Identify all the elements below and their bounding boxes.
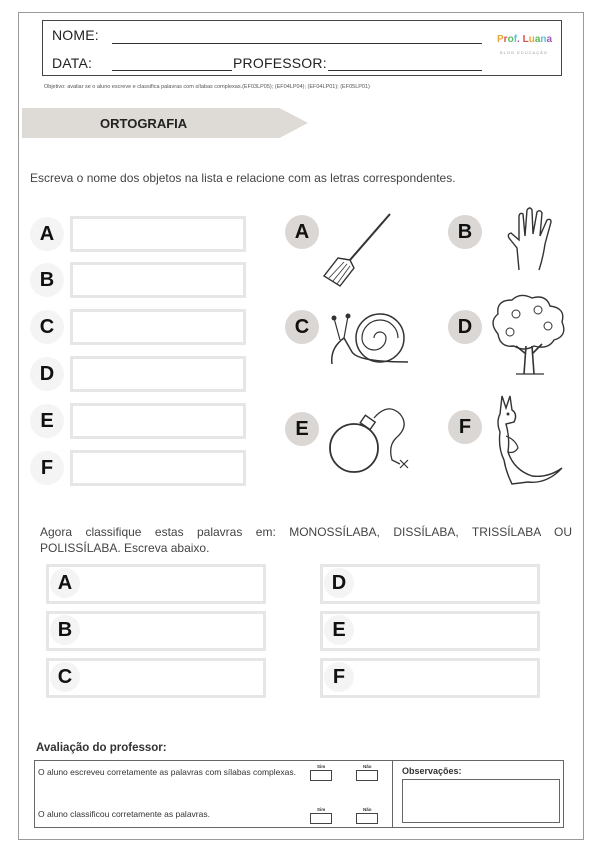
instruction-text: Escreva o nome dos objetos na lista e relacione com as letras correspondentes. (30, 171, 456, 185)
date-label: DATA: (52, 55, 93, 71)
section-title: ORTOGRAFIA (100, 116, 188, 131)
answer-field-e[interactable] (70, 403, 246, 439)
classify-row-f (320, 658, 540, 698)
yes-label-1: Sim (317, 764, 326, 769)
logo-subtext: BLOG EDUCAÇÃO (500, 50, 548, 55)
tree-icon (488, 292, 568, 376)
classify-row-b (46, 611, 266, 651)
answer-row-b (30, 261, 246, 299)
answer-row-a (30, 215, 246, 253)
yes-checkbox-2[interactable] (310, 813, 332, 824)
picture-badge-e: E (285, 412, 319, 446)
answer-letter-b: B (30, 263, 64, 297)
classify-row-c (46, 658, 266, 698)
no-label-2: Não (363, 807, 372, 812)
kangaroo-icon (492, 392, 564, 488)
evaluation-question-2: O aluno classificou corretamente as palavras. (38, 809, 210, 819)
classify-row-e (320, 611, 540, 651)
classify-letter-f: F (324, 662, 354, 692)
hand-icon (505, 204, 561, 274)
picture-badge-c: C (285, 310, 319, 344)
answer-row-f (30, 449, 246, 487)
date-field[interactable] (112, 70, 232, 71)
picture-badge-a: A (285, 215, 319, 249)
observations-label: Observações: (402, 766, 462, 776)
answer-field-a[interactable] (70, 216, 246, 252)
answer-letter-f: F (30, 451, 64, 485)
answer-field-c[interactable] (70, 309, 246, 345)
classify-letter-e: E (324, 615, 354, 645)
classify-row-d (320, 564, 540, 604)
snail-icon (328, 308, 412, 370)
no-checkbox-1[interactable] (356, 770, 378, 781)
bomb-icon (326, 404, 418, 476)
teacher-field[interactable] (328, 70, 482, 71)
name-label: NOME: (52, 27, 99, 43)
answer-letter-d: D (30, 357, 64, 391)
answer-letter-c: C (30, 310, 64, 344)
answer-field-d[interactable] (70, 356, 246, 392)
logo: Prof. Luana (497, 34, 553, 45)
answer-letter-a: A (30, 217, 64, 251)
answer-field-b[interactable] (70, 262, 246, 298)
name-field[interactable] (112, 43, 482, 44)
answer-letter-e: E (30, 404, 64, 438)
picture-badge-d: D (448, 310, 482, 344)
broom-icon (320, 210, 396, 290)
no-checkbox-2[interactable] (356, 813, 378, 824)
classify-letter-b: B (50, 615, 80, 645)
observations-field[interactable] (402, 779, 560, 823)
answer-row-c (30, 308, 246, 346)
teacher-label: PROFESSOR: (233, 55, 327, 71)
picture-badge-f: F (448, 410, 482, 444)
classify-letter-d: D (324, 568, 354, 598)
evaluation-divider (392, 760, 393, 828)
picture-badge-b: B (448, 215, 482, 249)
answer-field-f[interactable] (70, 450, 246, 486)
classify-instruction: Agora classifique estas palavras em: MONOSSÍLABA, DISSÍLABA, TRISSÍLABA OU POLISSÍLABA. Escreva abaixo. (40, 525, 572, 555)
classify-letter-c: C (50, 662, 80, 692)
no-label-1: Não (363, 764, 372, 769)
classify-row-a (46, 564, 266, 604)
yes-label-2: Sim (317, 807, 326, 812)
evaluation-question-1: O aluno escreveu corretamente as palavras com sílabas complexas. (38, 767, 296, 777)
classify-letter-a: A (50, 568, 80, 598)
yes-checkbox-1[interactable] (310, 770, 332, 781)
evaluation-title: Avaliação do professor: (36, 742, 167, 754)
objective-text: Objetivo: avaliar se o aluno escreve e classifica palavras com sílabas complexas.(EF03LP05); (EF04LP04); (EF04LP01); (EF05LP01) (44, 84, 370, 90)
answer-row-d (30, 355, 246, 393)
answer-row-e (30, 402, 246, 440)
